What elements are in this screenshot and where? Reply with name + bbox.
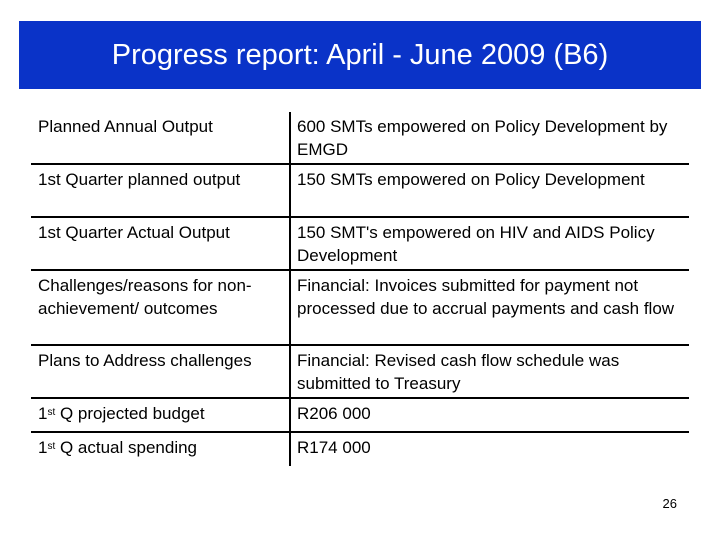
row-value: 600 SMTs empowered on Policy Development by EMGD bbox=[297, 117, 668, 159]
row-label: Plans to Address challenges bbox=[38, 351, 252, 370]
slide-title: Progress report: April - June 2009 (B6) bbox=[111, 38, 609, 71]
table-row bbox=[31, 112, 689, 164]
row-label: Challenges/reasons for non-achievement/ outcomes bbox=[38, 276, 252, 318]
table-row bbox=[31, 431, 689, 465]
row-value: R206 000 bbox=[297, 404, 371, 423]
row-value: 150 SMT's empowered on HIV and AIDS Policy Development bbox=[297, 223, 655, 265]
row-label: 1st Quarter Actual Output bbox=[38, 223, 230, 242]
table-row bbox=[31, 269, 689, 344]
table-row bbox=[31, 216, 689, 269]
row-label: 1st Quarter planned output bbox=[38, 170, 241, 189]
row-value: 150 SMTs empowered on Policy Development bbox=[297, 170, 645, 189]
row-value: R174 000 bbox=[297, 438, 371, 457]
row-label bbox=[38, 402, 288, 425]
label-text: Q projected budget bbox=[55, 404, 205, 423]
table-row bbox=[31, 397, 689, 431]
label-text: Q actual spending bbox=[55, 438, 198, 457]
row-value: Financial: Invoices submitted for payment not processed due to accrual payments and cash flow bbox=[297, 276, 675, 318]
table-row bbox=[31, 344, 689, 397]
label-number: 1 bbox=[38, 438, 48, 457]
label-number: 1 bbox=[38, 404, 48, 423]
row-value: Financial: Revised cash flow schedule was submitted to Treasury bbox=[297, 351, 620, 393]
label-superscript: st bbox=[47, 441, 56, 452]
page-number: 26 bbox=[662, 496, 677, 511]
label-superscript: st bbox=[47, 407, 56, 418]
table-row bbox=[31, 163, 689, 216]
column-divider bbox=[289, 112, 291, 466]
title-banner bbox=[19, 21, 701, 89]
row-label: Planned Annual Output bbox=[38, 117, 213, 136]
row-label bbox=[38, 436, 288, 459]
